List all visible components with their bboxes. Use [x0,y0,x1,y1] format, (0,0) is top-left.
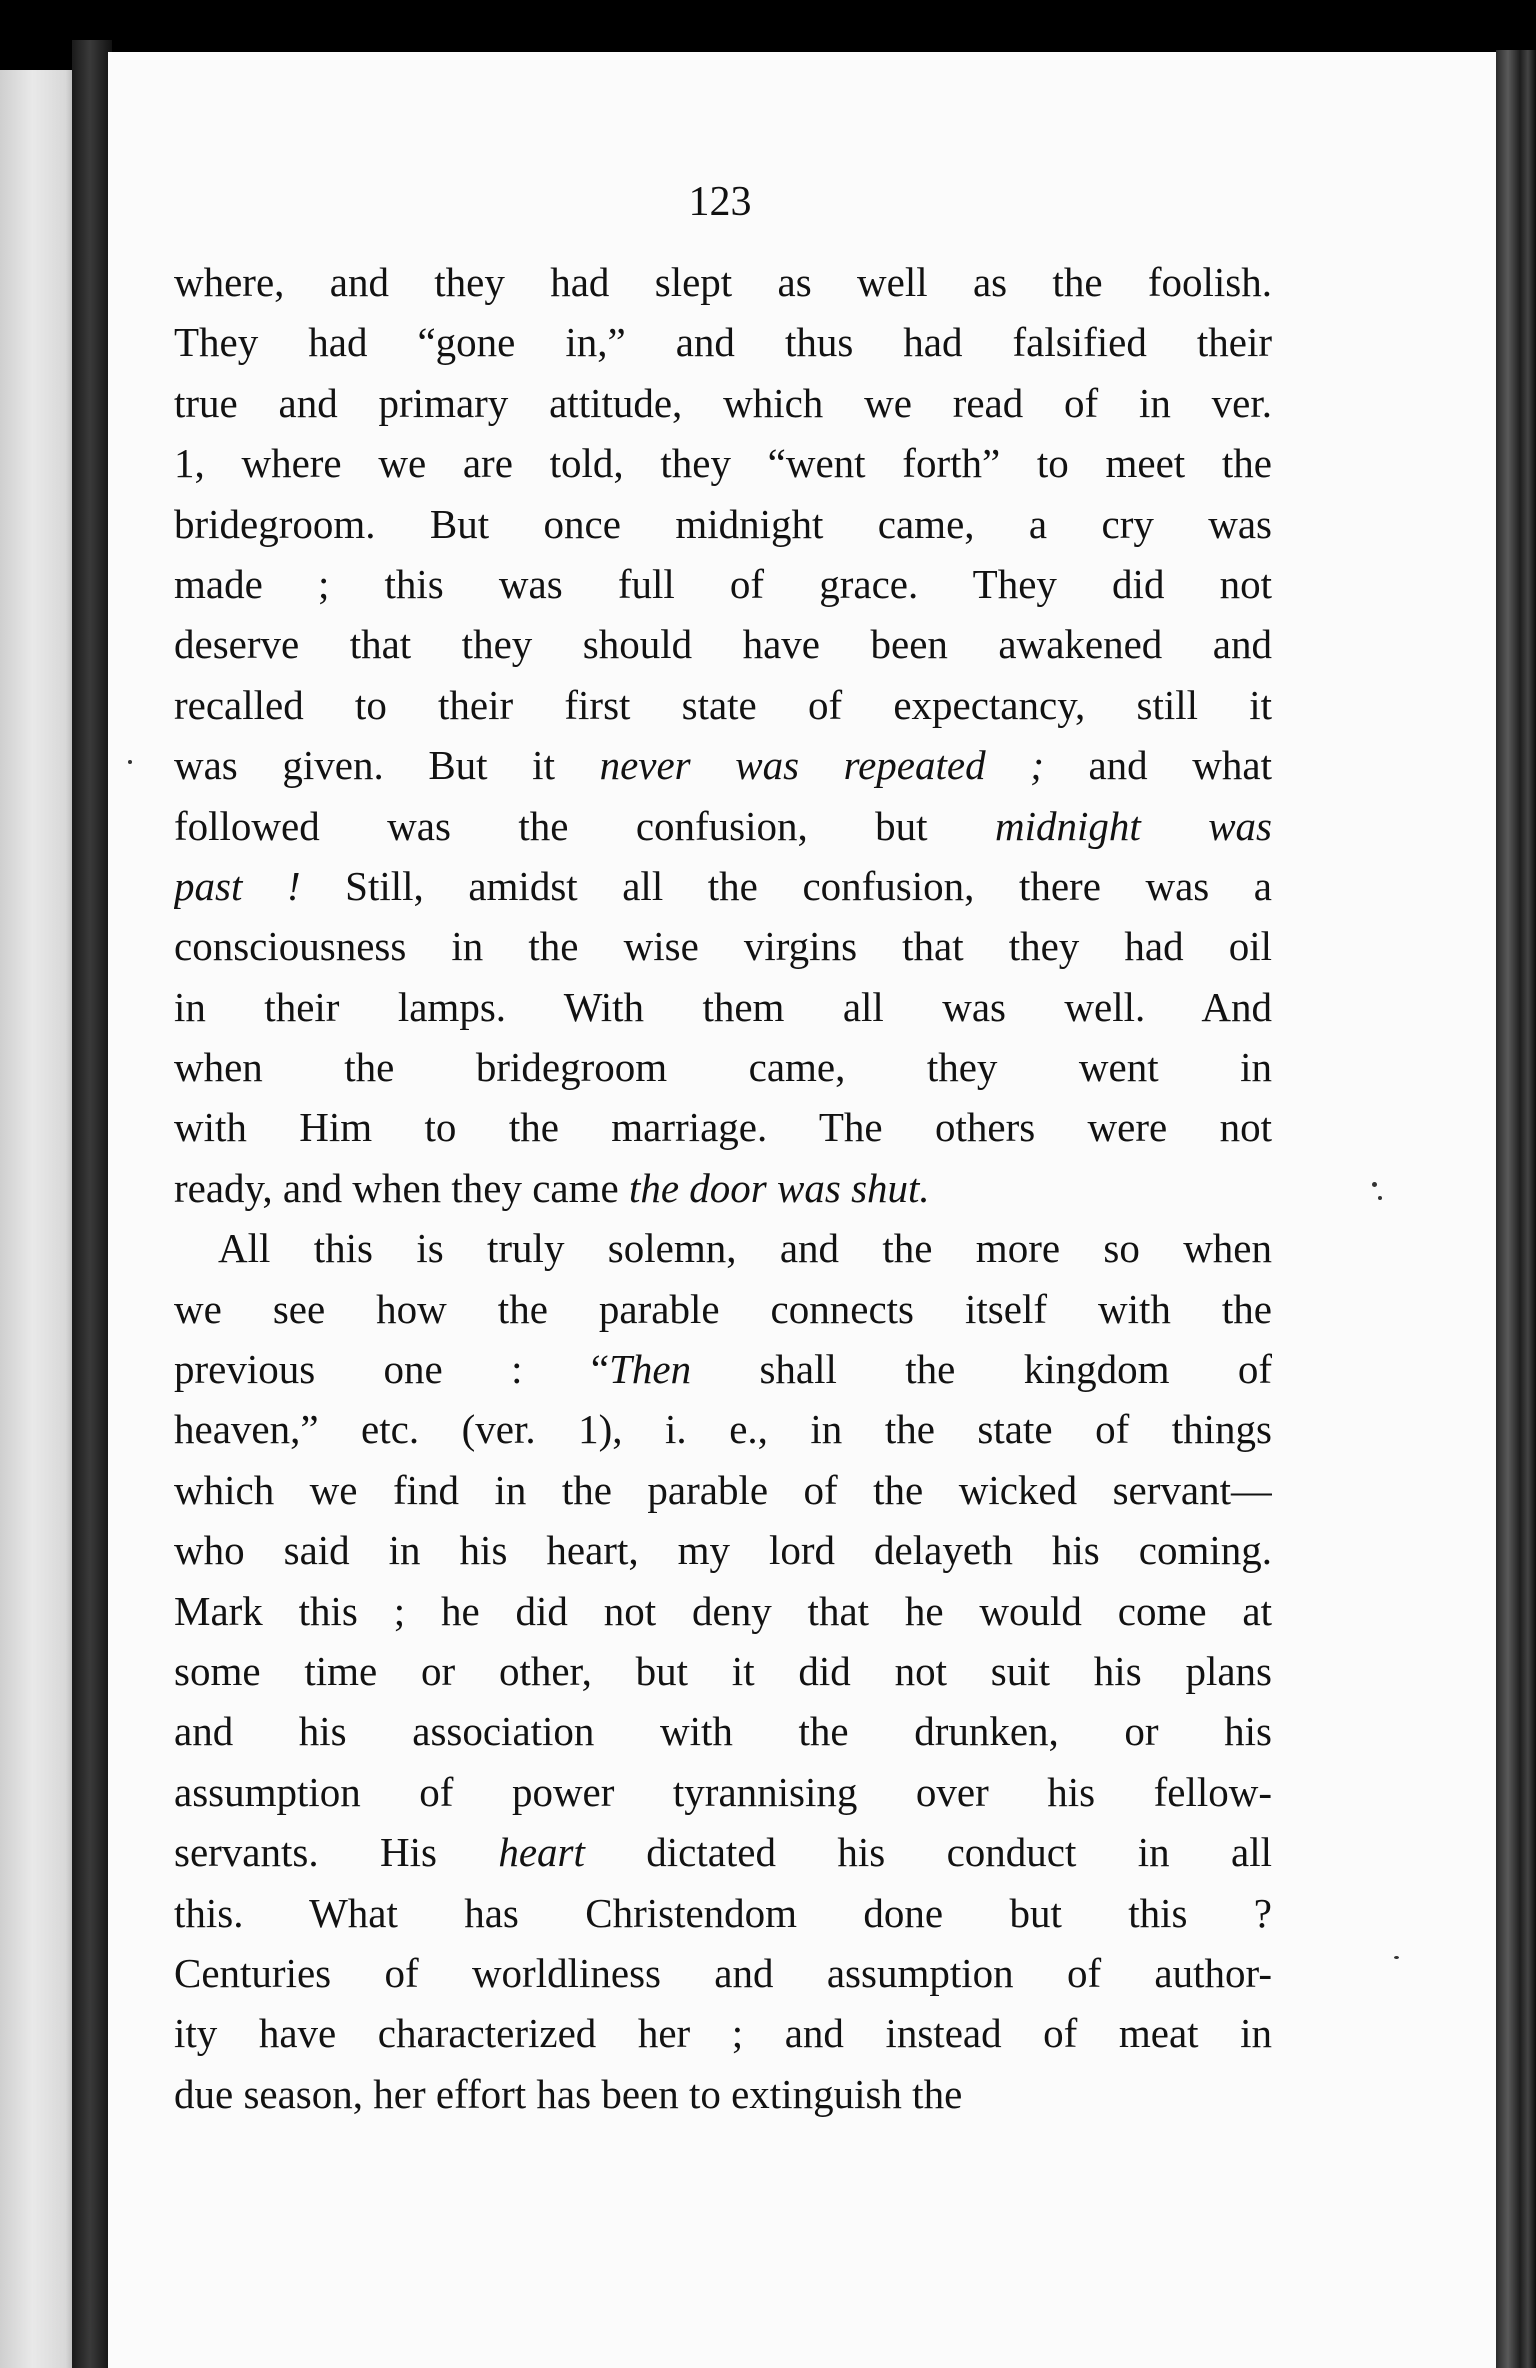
text-run: previous one : “ [174,1346,610,1393]
text-line [174,796,1272,856]
text-run: shall the kingdom of [691,1346,1272,1393]
italic-text: Then [609,1346,692,1393]
scan-speck [1378,1196,1382,1200]
facing-page-edge [0,70,82,2368]
text-run: true and primary attitude, which we read of in ver. [174,379,1272,426]
text-run: followed was the confusion, but [174,802,995,849]
text-run: we see how the parable connects itself with the [174,1285,1272,1332]
text-line [174,1460,1272,1520]
scan-speck [128,760,132,764]
italic-text: never was repeated ; [599,742,1044,789]
scan-speck [1394,1956,1399,1959]
text-run: Still, amidst all the confusion, there was a [300,862,1272,909]
text-run: All this is truly solemn, and the more so when [218,1225,1272,1272]
text-run: They had “gone in,” and thus had falsified their [174,319,1272,366]
italic-text: the door was shut. [628,1164,930,1211]
text-line [174,916,1272,976]
text-line [174,1943,1272,2003]
text-line [174,1883,1272,1943]
text-line [174,1762,1272,1822]
book-gutter [72,40,112,2368]
text-run: when the bridegroom came, they went in [174,1044,1272,1091]
text-run: made ; this was full of grace. They did not [174,560,1272,607]
text-run: consciousness in the wise virgins that they had oil [174,923,1272,970]
text-line [174,1822,1272,1882]
text-line [174,494,1272,554]
text-line [174,2064,1272,2124]
text-line [174,614,1272,674]
text-line [174,1399,1272,1459]
text-run: due season, her effort has been to extinguish the [174,2070,963,2117]
text-run: bridegroom. But once midnight came, a cry was [174,500,1272,547]
text-run: was given. But it [174,742,600,789]
text-line [174,1279,1272,1339]
text-line [174,1520,1272,1580]
text-run: in their lamps. With them all was well. And [174,983,1272,1030]
text-run: some time or other, but it did not suit his plans [174,1647,1272,1694]
text-line [174,554,1272,614]
text-run: heaven,” etc. (ver. 1), i. e., in the state of things [174,1406,1272,1453]
text-run: and what [1043,742,1272,789]
text-line [174,1339,1272,1399]
text-run: deserve that they should have been awakened and [174,621,1272,668]
text-run: dictated his conduct in all [584,1829,1272,1876]
text-run: 1, where we are told, they “went forth” to meet the [174,440,1272,487]
scan-speck [1372,1182,1377,1187]
text-line [174,1158,1272,1218]
text-run: recalled to their first state of expectancy, still it [174,681,1272,728]
text-line [174,1641,1272,1701]
text-line [174,977,1272,1037]
text-line [174,312,1272,372]
text-line [174,1037,1272,1097]
page-body-text [174,252,1272,2124]
text-run: this. What has Christendom done but this ? [174,1889,1272,1936]
text-run: who said in his heart, my lord delayeth his coming. [174,1527,1272,1574]
text-run: which we find in the parable of the wicked servant— [174,1466,1272,1513]
text-line [174,675,1272,735]
italic-text: midnight was [995,802,1272,849]
page-number: 123 [688,179,752,225]
text-line [174,735,1272,795]
text-line [174,252,1272,312]
text-run: and his association with the drunken, or his [174,1708,1272,1755]
text-line [174,2003,1272,2063]
text-run: Mark this ; he did not deny that he would come at [174,1587,1272,1634]
text-run: ity have characterized her ; and instead of meat in [174,2010,1272,2057]
text-run: assumption of power tyrannising over his fellow- [174,1768,1272,1815]
page-edge-stack [1496,50,1536,2368]
text-run: where, and they had slept as well as the foolish. [174,259,1272,305]
text-line [174,1097,1272,1157]
text-line [174,1701,1272,1761]
text-run: servants. His [174,1829,499,1876]
text-line [174,433,1272,493]
text-run: Centuries of worldliness and assumption of author- [174,1949,1272,1996]
text-line [174,856,1272,916]
text-run: with Him to the marriage. The others were not [174,1104,1272,1151]
italic-text: heart [498,1829,585,1876]
italic-text: past ! [174,862,301,909]
text-line [174,1218,1272,1278]
text-run: ready, and when they came [174,1164,629,1211]
text-line [174,1581,1272,1641]
text-line [174,373,1272,433]
